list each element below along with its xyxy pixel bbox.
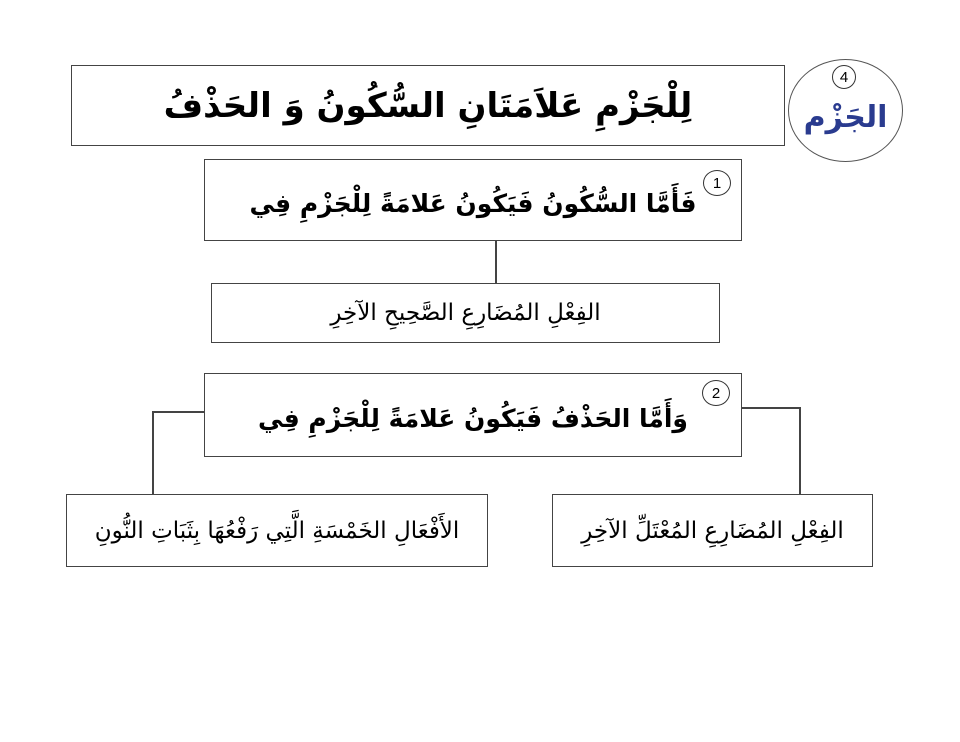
connector-2-left-h: [152, 411, 204, 413]
section-2-number: 2: [711, 384, 721, 402]
section-1-number: 1: [712, 174, 722, 192]
topic-label: الجَزْم: [803, 100, 888, 135]
section-1-number-badge: [703, 170, 731, 196]
section-2-number-badge: [702, 380, 730, 406]
connector-2-right-v: [799, 407, 801, 494]
section-2-item-2-text: الأَفْعَالِ الخَمْسَةِ الَّتِي رَفْعُهَا بِثَبَاتِ النُّونِ: [94, 517, 460, 544]
topic-number-badge: [832, 65, 856, 89]
connector-2-left-v: [152, 411, 154, 494]
title-box: [71, 65, 785, 146]
section-2-item-1-text: الفِعْلِ المُضَارِعِ المُعْتَلِّ الآخِرِ: [581, 517, 844, 544]
topic-number: 4: [839, 68, 849, 86]
section-1-item-1-text: الفِعْلِ المُضَارِعِ الصَّحِيحِ الآخِرِ: [330, 300, 601, 326]
connector-1: [495, 241, 497, 283]
section-1-item-1: [211, 283, 720, 343]
section-2-box: [204, 373, 742, 457]
section-2-item-1: [552, 494, 873, 567]
diagram-title: لِلْجَزْمِ عَلاَمَتَانِ السُّكُونُ وَ الحَذْفُ: [163, 85, 693, 126]
section-2-heading: وَأَمَّا الحَذْفُ فَيَكُونُ عَلامَةً لِلْجَزْمِ فِي: [258, 403, 688, 433]
section-2-item-2: [66, 494, 488, 567]
section-1-box: [204, 159, 742, 241]
connector-2-right-h: [742, 407, 800, 409]
section-1-heading: فَأَمَّا السُّكُونُ فَيَكُونُ عَلامَةً لِلْجَزْمِ فِي: [249, 188, 697, 218]
